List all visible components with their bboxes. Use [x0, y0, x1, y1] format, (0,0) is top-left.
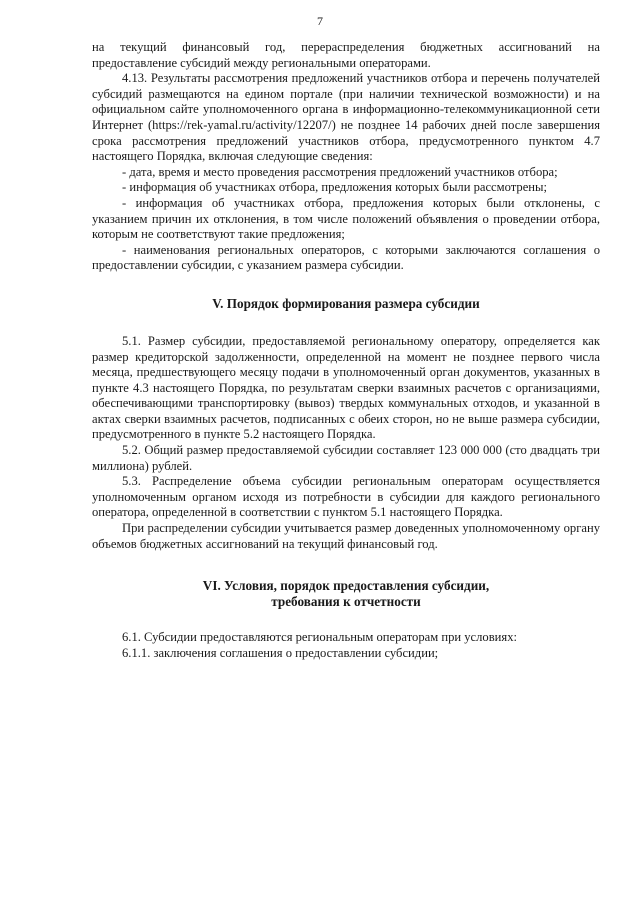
list-item: - информация об участниках отбора, предложения которых были рассмотрены; [122, 180, 547, 195]
list-item: - наименования региональных операторов, с которыми заключаются соглашения о предоставлении субсидии, с указанием размера субсидии. [92, 242, 600, 273]
section-6-heading-line2: требования к отчетности [271, 594, 421, 610]
paragraph-4-13: 4.13. Результаты рассмотрения предложений участников отбора и перечень получателей субсидий размещаются на едином портале (при наличии технической возможности) и на официальном сайте уполномоченного органа в информационно-телекоммуникационной сети Интернет (https://rek-yamal.ru/activity/12207/) не позднее 14 рабочих дней после завершения срока рассмотрения предложений участников отбора, предусмотренного пунктом 4.7 настоящего Порядка, включая следующие сведения: [92, 71, 600, 164]
list-item: - информация об участниках отбора, предложения которых были отклонены, с указанием причин их отклонения, в том числе положений объявления о проведении отбора, которым не соответствуют такие предложения; [92, 195, 600, 242]
paragraph-allocation-note: При распределении субсидии учитывается размер доведенных уполномоченному органу объемов бюджетных ассигнований на текущий финансовый год. [92, 521, 600, 551]
section-6-heading [92, 578, 600, 610]
paragraph-6-1-1: 6.1.1. заключения соглашения о предоставлении субсидии; [122, 645, 439, 660]
list-item: - дата, время и место проведения рассмотрения предложений участников отбора; [122, 164, 558, 179]
section-6-heading-line1: VI. Условия, порядок предоставления субсидии, [202, 578, 490, 594]
section-5-heading: V. Порядок формирования размера субсидии [212, 295, 480, 311]
paragraph-5-2: 5.2. Общий размер предоставляемой субсидии составляет 123 000 000 (сто двадцать три миллиона) рублей. [92, 443, 600, 473]
paragraph-5-3: 5.3. Распределение объема субсидии региональным операторам осуществляется уполномоченным органом исходя из потребности в субсидии для каждого регионального оператора, определенной в соответствии с пунктом 5.1 настоящего Порядка. [92, 474, 600, 520]
document-body [92, 40, 600, 661]
paragraph-continuation: на текущий финансовый год, перераспределения бюджетных ассигнований на предоставление субсидий между региональными операторами. [92, 40, 600, 70]
page-number: 7 [317, 14, 323, 28]
paragraph-5-1: 5.1. Размер субсидии, предоставляемой региональному оператору, определяется как размер кредиторской задолженности, определенной на момент не позднее первого числа месяца, предшествующего месяцу подачи в уполномоченный орган документов, указанных в пункте 4.3 настоящего Порядка, по результатам сверки взаимных расчетов с организациями, обеспечивающими транспортировку (вывоз) твердых коммунальных отходов, и указанной в актах сверки взаимных расчетов, подписанных с обеих сторон, но не выше размера субсидии, предусмотренного в пункте 5.2 настоящего Порядка. [92, 333, 600, 442]
paragraph-6-1: 6.1. Субсидии предоставляются региональным операторам при условиях: [122, 630, 517, 645]
